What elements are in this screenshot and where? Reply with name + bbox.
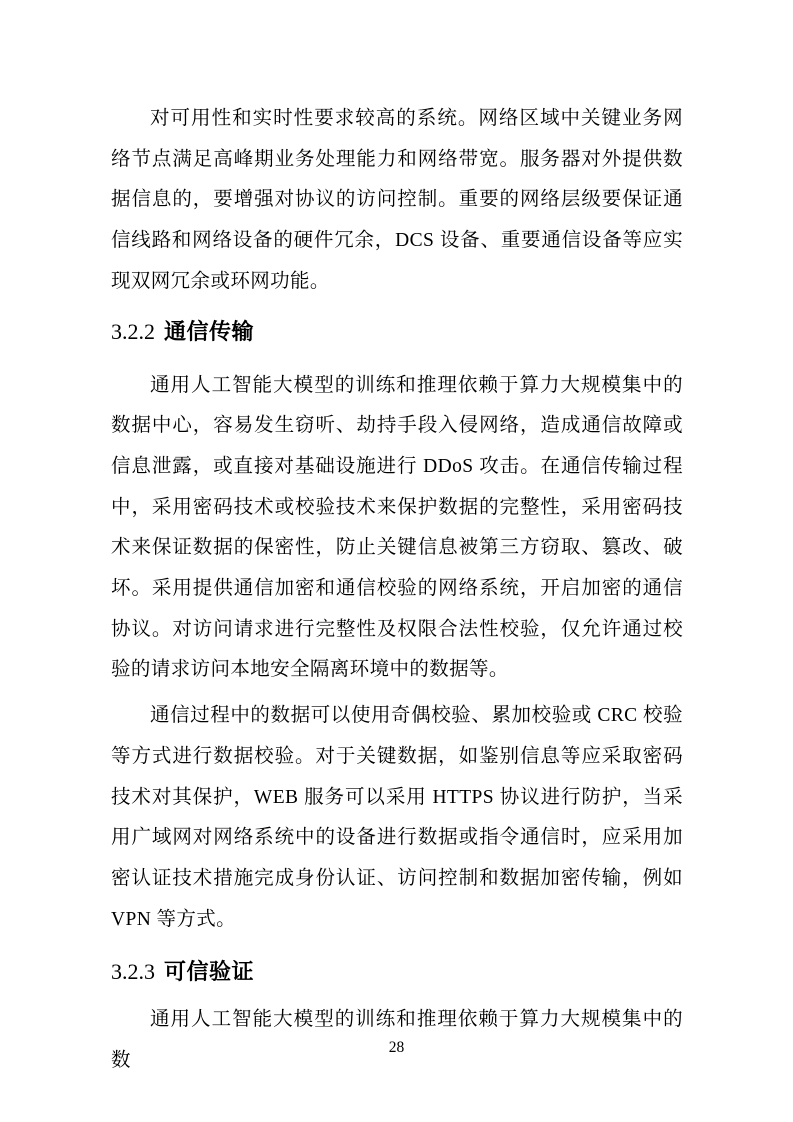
paragraph-intro: 对可用性和实时性要求较高的系统。网络区域中关键业务网络节点满足高峰期业务处理能力和网络带宽。服务器对外提供数据信息的，要增强对协议的访问控制。重要的网络层级要保证通信线路和网络设备的硬件冗余，DCS 设备、重要通信设备等应实现双网冗余或环网功能。 bbox=[111, 108, 683, 292]
paragraph-communication-1: 通用人工智能大模型的训练和推理依赖于算力大规模集中的数据中心，容易发生窃听、劫持手段入侵网络，造成通信故障或信息泄露，或直接对基础设施进行 DDoS 攻击。在通信传输过程中，采用密码技术或校验技术来保护数据的完整性，采用密码技术来保证数据的保密性，防止关键信息被第三方窃取、篡改、破坏。采用提供通信加密和通信校验的网络系统，开启加密的通信协议。对访问请求进行完整性及权限合法性校验，仅允许通过校验的请求访问本地安全隔离环境中的数据等。 bbox=[111, 374, 683, 681]
paragraph-trusted-verification-1: 通用人工智能大模型的训练和推理依赖于算力大规模集中的数 bbox=[111, 1009, 683, 1072]
page-content bbox=[111, 99, 683, 1082]
heading-3-2-2 bbox=[111, 317, 683, 347]
heading-3-2-3-title: 可信验证 bbox=[164, 959, 255, 985]
paragraph-communication-2: 通信过程中的数据可以使用奇偶校验、累加校验或 CRC 校验等方式进行数据校验。对于关键数据，如鉴别信息等应采取密码技术对其保护，WEB 服务可以采用 HTTPS 协议进行防护，当采用广域网对网络系统中的设备进行数据或指令通信时，应采用加密认证技术措施完成身份认证、访问控制和数据加密传输，例如 VPN 等方式。 bbox=[111, 705, 683, 930]
heading-3-2-2-title: 通信传输 bbox=[164, 318, 255, 344]
heading-3-2-3 bbox=[111, 957, 683, 987]
heading-3-2-2-number: 3.2.2 bbox=[111, 318, 155, 344]
page-number: 28 bbox=[388, 1039, 405, 1056]
heading-3-2-3-number: 3.2.3 bbox=[111, 959, 155, 985]
